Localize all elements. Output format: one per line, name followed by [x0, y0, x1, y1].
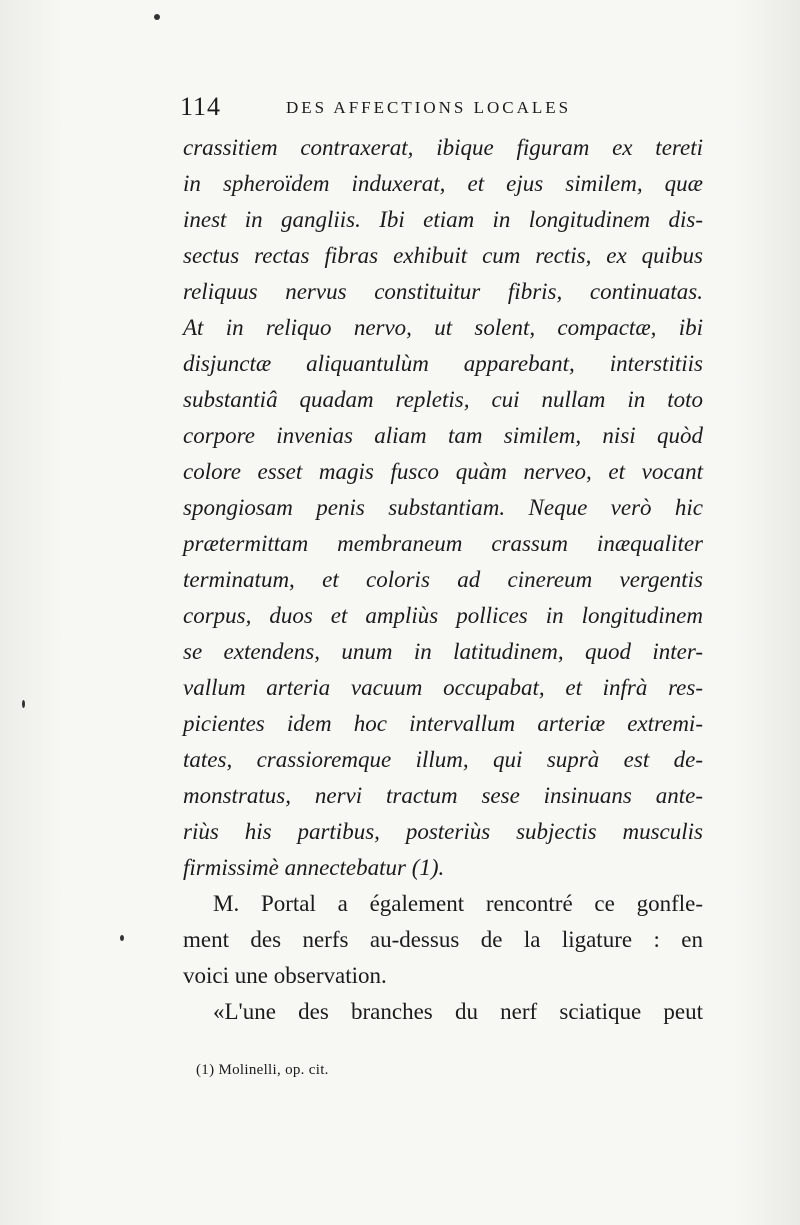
text-line: colore esset magis fusco quàm nerveo, et vocant: [183, 459, 703, 484]
page-header: [180, 92, 700, 120]
text-line: prætermittam membraneum crassum inæqualiter: [183, 531, 703, 556]
text-line: inest in gangliis. Ibi etiam in longitudinem dis-: [183, 207, 703, 232]
text-line: M. Portal a également rencontré ce gonfle-: [213, 891, 703, 916]
footnote: (1) Molinelli, op. cit.: [196, 1062, 329, 1078]
text-line: At in reliquo nervo, ut solent, compactæ, ibi: [183, 315, 703, 340]
ink-speck: [120, 935, 124, 941]
text-line: in spheroïdem induxerat, et ejus similem, quæ: [183, 171, 703, 196]
ink-speck: [22, 700, 25, 708]
text-line: se extendens, unum in latitudinem, quod inter-: [183, 639, 703, 664]
text-line: crassitiem contraxerat, ibique figuram ex tereti: [183, 135, 703, 160]
text-line: voici une observation.: [183, 963, 387, 988]
ink-speck: [154, 14, 160, 20]
text-line: spongiosam penis substantiam. Neque verò hic: [183, 495, 703, 520]
text-line: «L'une des branches du nerf sciatique peut: [213, 999, 703, 1024]
text-line: reliquus nervus constituitur fibris, continuatas.: [183, 279, 703, 304]
text-line: firmissimè annectebatur (1).: [183, 855, 445, 880]
running-head: DES AFFECTIONS LOCALES: [286, 98, 572, 117]
text-line: vallum arteria vacuum occupabat, et infrà res-: [183, 675, 703, 700]
text-line: monstratus, nervi tractum sese insinuans ante-: [183, 783, 703, 808]
text-line: riùs his partibus, posteriùs subjectis musculis: [183, 819, 703, 844]
text-line: sectus rectas fibras exhibuit cum rectis, ex quibus: [183, 243, 703, 268]
text-line: terminatum, et coloris ad cinereum vergentis: [183, 567, 703, 592]
page-number: 114: [180, 92, 222, 121]
text-line: tates, crassioremque illum, qui suprà est de-: [183, 747, 703, 772]
text-line: corpore invenias aliam tam similem, nisi quòd: [183, 423, 703, 448]
text-line: corpus, duos et ampliùs pollices in longitudinem: [183, 603, 703, 628]
text-line: substantiâ quadam repletis, cui nullam in toto: [183, 387, 703, 412]
text-line: ment des nerfs au-dessus de la ligature : en: [183, 927, 703, 952]
text-line: disjunctæ aliquantulùm apparebant, interstitiis: [183, 351, 703, 376]
body-text: [183, 130, 703, 1030]
text-line: picientes idem hoc intervallum arteriæ extremi-: [183, 711, 703, 736]
